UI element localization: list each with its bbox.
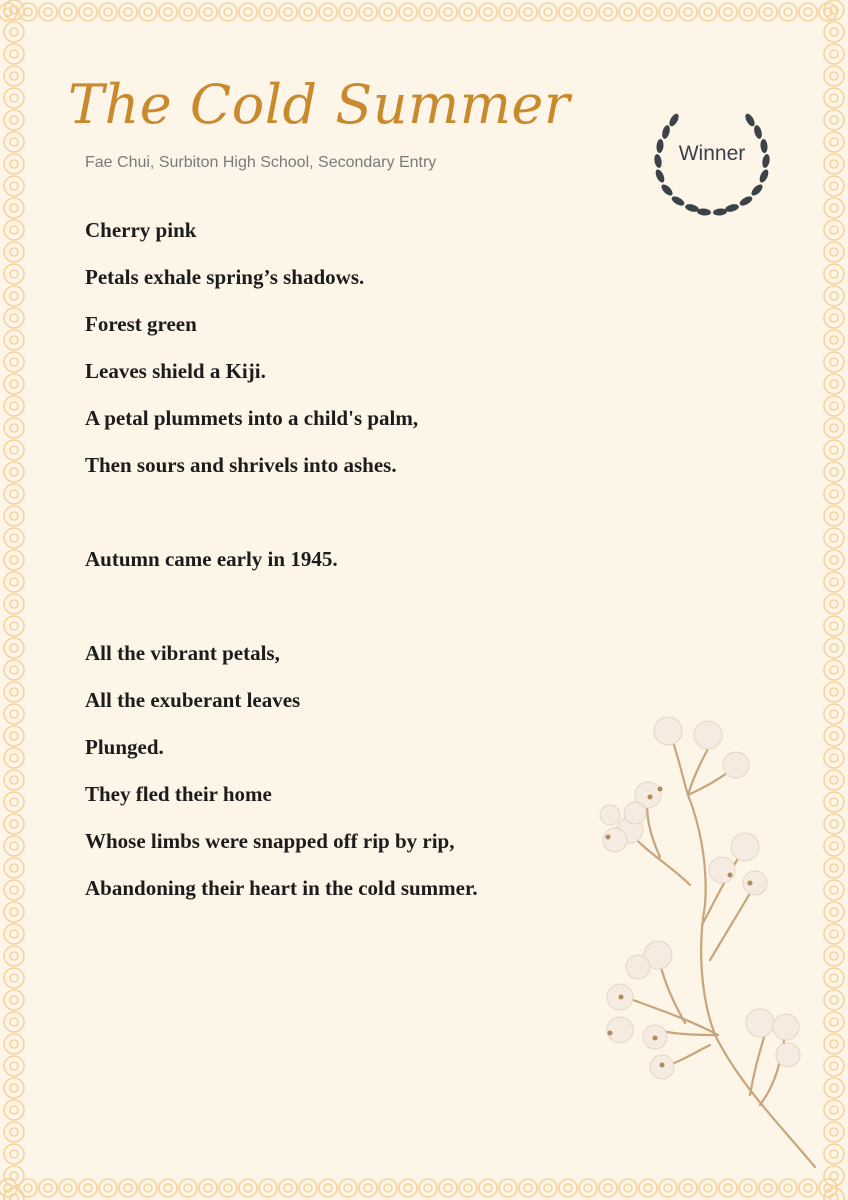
stanza-gap (85, 588, 645, 635)
lace-border-left (0, 0, 38, 1200)
poem-line: Autumn came early in 1945. (85, 547, 338, 571)
poem-line: Cherry pink (85, 218, 197, 242)
poem-line: Then sours and shrivels into ashes. (85, 453, 397, 477)
poem-line: Leaves shield a Kiji. (85, 359, 266, 383)
winner-label: Winner (678, 142, 746, 165)
winner-badge (640, 104, 784, 228)
poem-line: Plunged. (85, 735, 164, 759)
stanza-1 (85, 212, 645, 494)
poem-line: Whose limbs were snapped off rip by rip, (85, 829, 455, 853)
poem-line: Forest green (85, 312, 197, 336)
stanza-gap (85, 494, 645, 541)
poem-line: All the vibrant petals, (85, 641, 280, 665)
poem-line: All the exuberant leaves (85, 688, 301, 712)
laurel-wreath-icon (640, 104, 784, 228)
poem-body (85, 212, 645, 917)
stanza-3 (85, 635, 645, 917)
poem-line: A petal plummets into a child's palm, (85, 406, 419, 430)
lace-border-top (0, 0, 848, 32)
poem-line: Abandoning their heart in the cold summer. (85, 876, 478, 900)
stanza-2 (85, 541, 645, 588)
author-line: Fae Chui, Surbiton High School, Secondary Entry (85, 154, 437, 171)
poem-line: Petals exhale spring’s shadows. (85, 265, 365, 289)
poem-line: They fled their home (85, 782, 272, 806)
flower-branch-illustration (590, 705, 820, 1175)
poem-title: The Cold Summer (68, 73, 571, 136)
